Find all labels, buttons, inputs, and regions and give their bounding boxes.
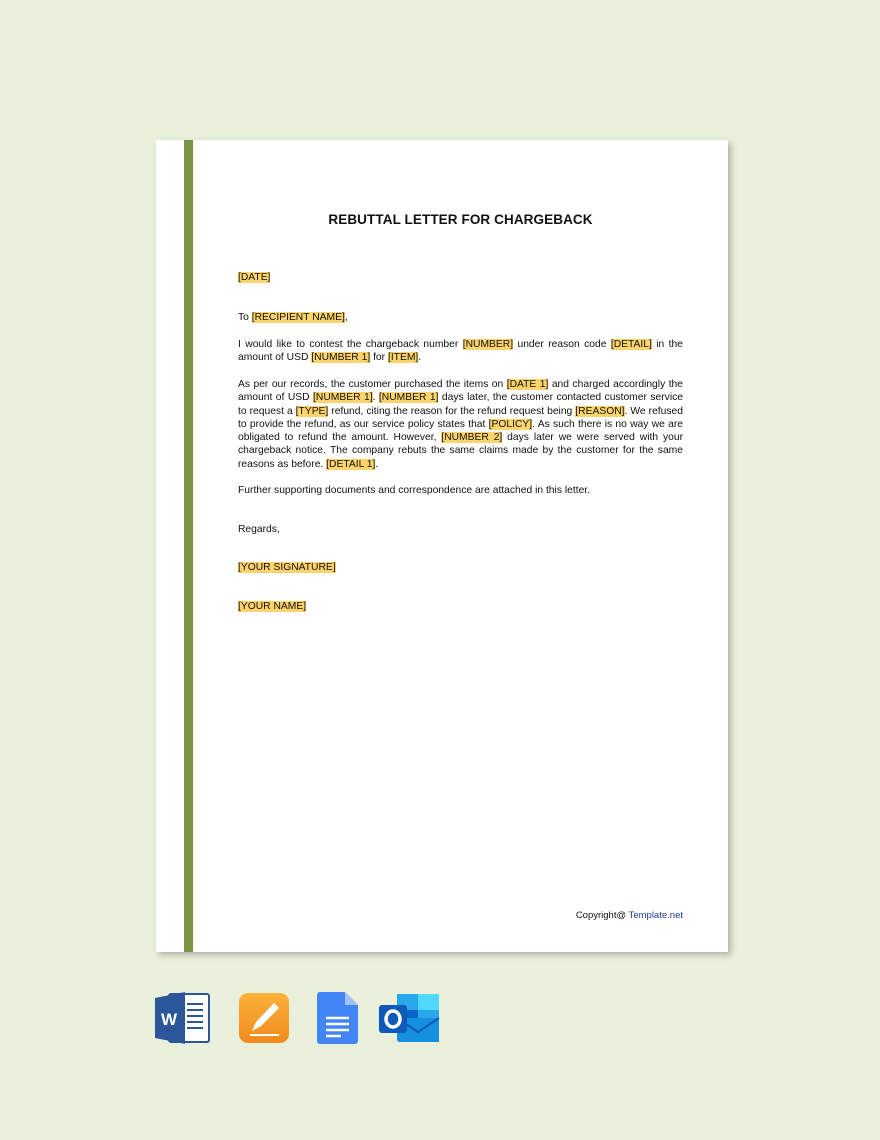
copyright — [576, 910, 683, 921]
number-placeholder: [NUMBER] — [462, 339, 514, 350]
word-icon[interactable] — [155, 992, 211, 1049]
text: and charged accordingly the amount of USD — [238, 379, 684, 404]
text: under reason code — [513, 339, 611, 350]
svg-text:W: W — [160, 1010, 178, 1029]
paragraph-1 — [238, 338, 683, 365]
text: . — [372, 392, 379, 404]
paragraph-3: Further supporting documents and correspondence are attached in this letter. — [238, 485, 591, 496]
salutation — [238, 311, 683, 324]
text: for — [370, 352, 388, 364]
number-1-placeholder: [NUMBER 1] — [311, 352, 371, 364]
date-line — [238, 271, 683, 284]
text: . As such there is no way we are obligated to refund the amount. However, — [238, 418, 683, 444]
number-1-placeholder: [NUMBER 1] — [313, 392, 373, 404]
text: . — [375, 458, 379, 470]
text: refund, citing the reason for the refund request being — [328, 405, 576, 417]
google-docs-icon[interactable] — [317, 992, 359, 1049]
outlook-icon[interactable] — [379, 992, 441, 1049]
detail-placeholder: [DETAIL] — [610, 339, 652, 350]
paragraph-2 — [238, 378, 683, 471]
number-2-placeholder: [NUMBER 2] — [441, 432, 503, 444]
text: days later, the customer contacted customer service to request a — [238, 392, 683, 417]
date-placeholder: [DATE] — [238, 272, 271, 283]
text: As per our records, the customer purchased the items on — [238, 379, 507, 390]
accent-bar — [184, 140, 193, 952]
name-placeholder: [YOUR NAME] — [238, 601, 307, 612]
text: in the amount of USD — [238, 339, 683, 364]
template-link[interactable]: Template.net — [628, 910, 683, 921]
text: days later we were served with your chargeback notice. The company rebuts the same claims made by the customer for the same reasons as before. — [238, 432, 683, 470]
recipient-placeholder: [RECIPIENT NAME] — [251, 312, 345, 323]
text: . — [418, 352, 422, 364]
signature-line — [238, 561, 683, 574]
letter-title: REBUTTAL LETTER FOR CHARGEBACK — [328, 212, 593, 227]
name-line — [238, 600, 683, 613]
signature-placeholder: [YOUR SIGNATURE] — [238, 562, 336, 573]
pages-icon[interactable] — [239, 992, 291, 1049]
type-placeholder: [TYPE] — [295, 405, 329, 417]
number-1-placeholder: [NUMBER 1] — [378, 392, 439, 404]
document-page — [156, 140, 728, 952]
item-placeholder: [ITEM] — [387, 352, 419, 364]
salutation-prefix: To — [238, 312, 252, 323]
closing: Regards, — [238, 524, 280, 535]
text: . We refused to provide the refund, as our service policy states that — [238, 405, 683, 430]
copyright-prefix: Copyright@ — [575, 910, 629, 921]
salutation-suffix: , — [344, 312, 348, 323]
detail-1-placeholder: [DETAIL 1] — [326, 458, 376, 470]
date-1-placeholder: [DATE 1] — [506, 379, 549, 390]
policy-placeholder: [POLICY] — [488, 418, 533, 430]
reason-placeholder: [REASON] — [575, 405, 625, 417]
text: I would like to contest the chargeback number — [238, 339, 463, 350]
